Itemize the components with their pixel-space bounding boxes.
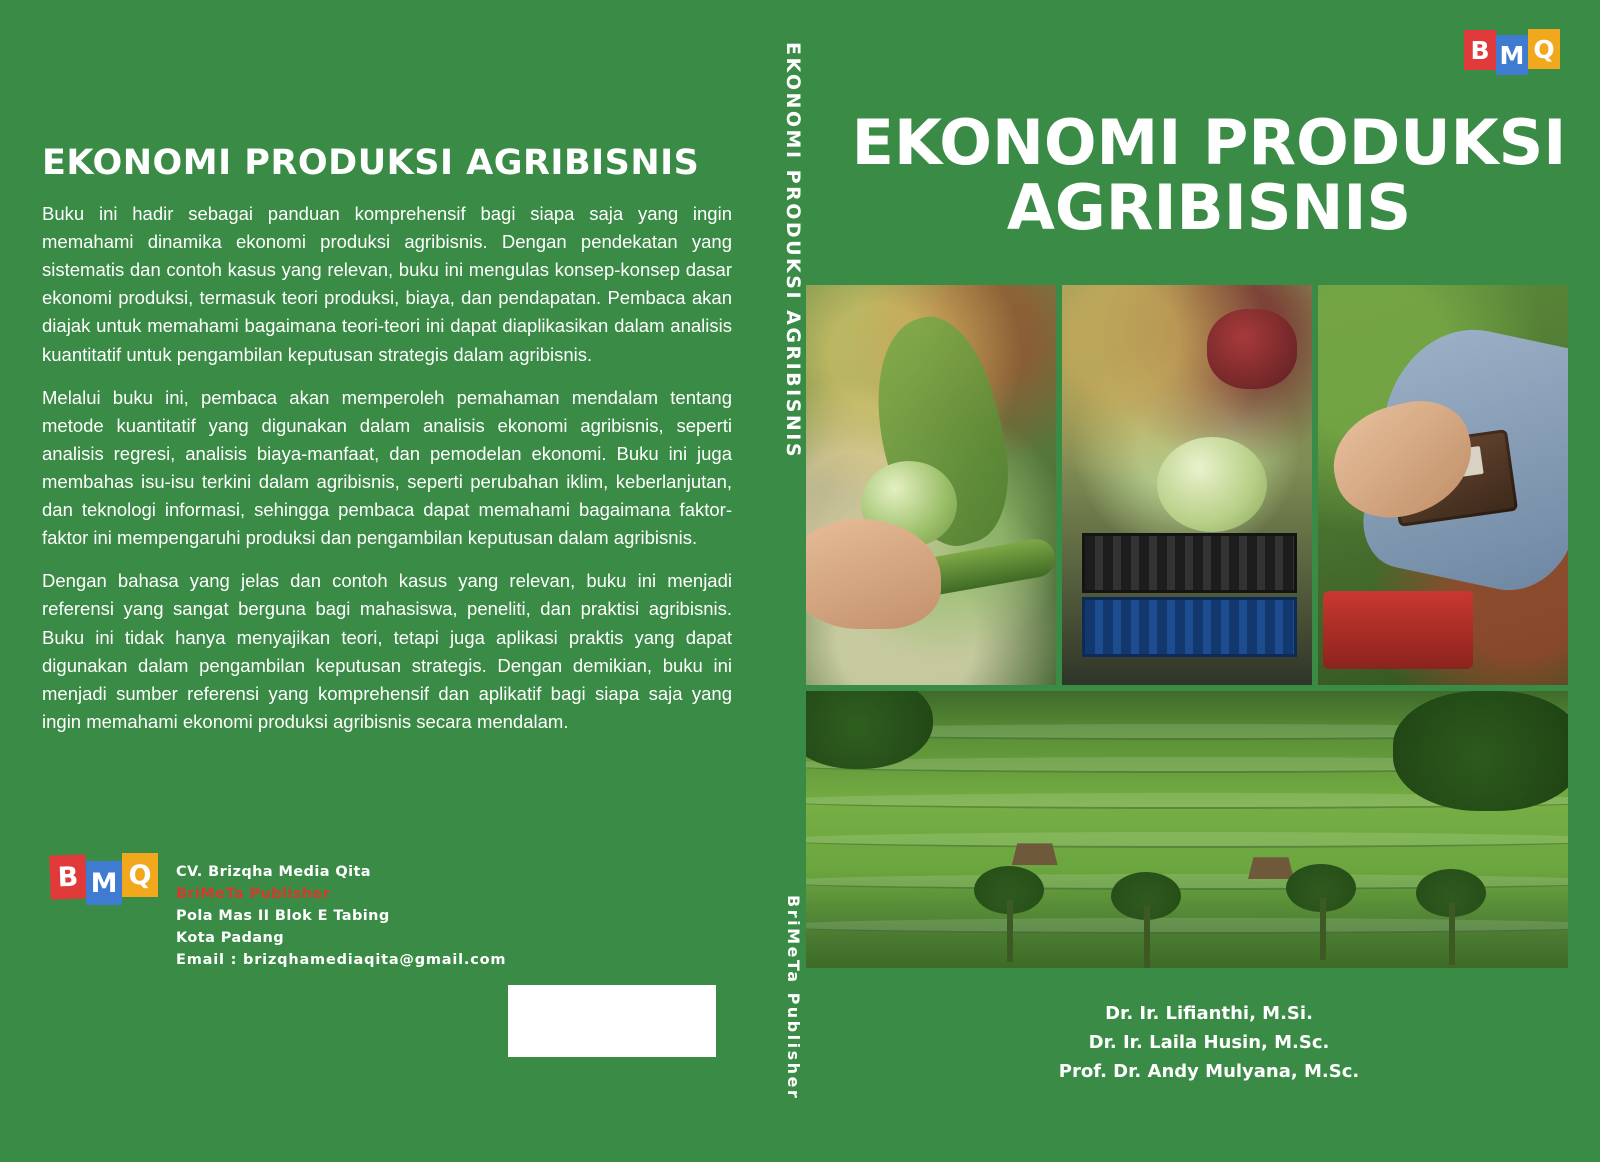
bmq-logo-letter-m: M [86, 861, 122, 905]
bmq-logo-letter-q: Q [122, 853, 158, 897]
photo-2-blue-crate [1082, 597, 1297, 657]
photo-4-palm-trunk [1449, 903, 1455, 965]
photo-4-palm-tree [1286, 864, 1356, 960]
blurb-paragraph-2: Melalui buku ini, pembaca akan memperoleh pemahaman mendalam tentang metode kuantitatif yang digunakan dalam analisis ekonomi agribisnis, seperti analisis regresi, analisis biaya-manfaat, dan pemodelan ekonomi. Buku ini juga membahas isu-isu terkini dalam agribisnis, seperti perubahan iklim, keberlanjutan, dan teknologi informasi, sehingga pembaca dapat memahami bagaimana faktor-faktor ini mempengaruhi produksi dan pengambilan keputusan dalam agribisnis. [42, 386, 732, 549]
publisher-address-line-1: Pola Mas II Blok E Tabing [176, 908, 390, 925]
photo-4-palm-tree [974, 866, 1044, 962]
bmq-logo-front [1464, 30, 1560, 70]
photo-3-red-basket [1323, 591, 1473, 669]
publisher-block [50, 855, 506, 971]
back-cover [0, 0, 770, 1162]
photo-4-palm-trunk [1320, 898, 1326, 960]
photo-4-tree-cluster-right [1393, 691, 1568, 811]
publisher-company: CV. Brizqha Media Qita [176, 864, 371, 880]
photo-vegetable-stall-crates [1062, 285, 1312, 685]
blurb-paragraph-1: Buku ini hadir sebagai panduan komprehensif bagi siapa saja yang ingin memahami dinamika ekonomi produksi agribisnis. Dengan pendekatan yang sistematis dan contoh kasus yang relevan, buku ini mengulas konsep-konsep dasar ekonomi produksi, termasuk teori produksi, biaya, dan pendapatan. Pembaca akan diajak untuk memahami bagaimana teori-teori ini dapat diaplikasikan dalam analisis kuantitatif untuk pengambilan keputusan strategis dalam agribisnis. [42, 203, 732, 365]
bmq-logo-front-letter-q: Q [1528, 29, 1560, 69]
photo-4-hut [1012, 843, 1058, 865]
barcode-placeholder [508, 985, 716, 1057]
photo-rice-terraces-landscape [806, 691, 1568, 968]
photo-4-palm-trunk [1144, 906, 1150, 968]
photo-4-palm-tree [1111, 872, 1181, 968]
photo-4-palm-tree [1416, 869, 1486, 965]
bmq-logo-front-letter-b: B [1464, 30, 1496, 70]
back-cover-title: EKONOMI PRODUKSI AGRIBISNIS [42, 143, 700, 183]
bmq-logo-front-letter-m: M [1496, 35, 1528, 75]
photo-2-red-lettuce [1207, 309, 1297, 389]
photo-4-palm-trunk [1007, 900, 1013, 962]
author-2: Dr. Ir. Laila Husin, M.Sc. [1088, 1031, 1330, 1053]
photo-market-vegetables-hands [806, 285, 1056, 685]
photo-2-cabbage [1157, 437, 1267, 532]
cover-photo-grid [806, 285, 1568, 968]
bmq-logo-letter-b: B [49, 854, 87, 899]
spine-publisher: BriMeTa Publisher [784, 894, 803, 1100]
photo-payment-card-reader-wallet [1318, 285, 1568, 685]
publisher-imprint: BriMeTa Publisher [176, 886, 331, 903]
photo-2-black-crate [1082, 533, 1297, 593]
publisher-details [176, 855, 506, 971]
publisher-address-line-2: Kota Padang [176, 930, 284, 947]
photo-4-terrace-line [806, 832, 1568, 848]
author-list [818, 1000, 1600, 1086]
author-3: Prof. Dr. Andy Mulyana, M.Sc. [1058, 1060, 1360, 1082]
bmq-logo-back [50, 855, 158, 899]
publisher-email: Email : brizqhamediaqita@gmail.com [176, 952, 507, 969]
blurb-paragraph-3: Dengan bahasa yang jelas dan contoh kasus yang relevan, buku ini menjadi referensi yang sangat berguna bagi mahasiswa, peneliti, dan praktisi agribisnis. Buku ini tidak hanya menyajikan teori, tetapi juga aplikasi praktis yang dapat digunakan dalam pengambilan keputusan strategis. Dengan demikian, buku ini menjadi sumber referensi yang komprehensif dan aplikatif bagi siapa saja yang ingin memahami ekonomi produksi agribisnis secara mendalam. [42, 570, 732, 732]
back-cover-blurb [42, 200, 732, 751]
spine-title: EKONOMI PRODUKSI AGRIBISNIS [782, 42, 804, 460]
front-cover-title: EKONOMI PRODUKSI AGRIBISNIS [851, 106, 1567, 245]
author-1: Dr. Ir. Lifianthi, M.Si. [1105, 1003, 1313, 1024]
